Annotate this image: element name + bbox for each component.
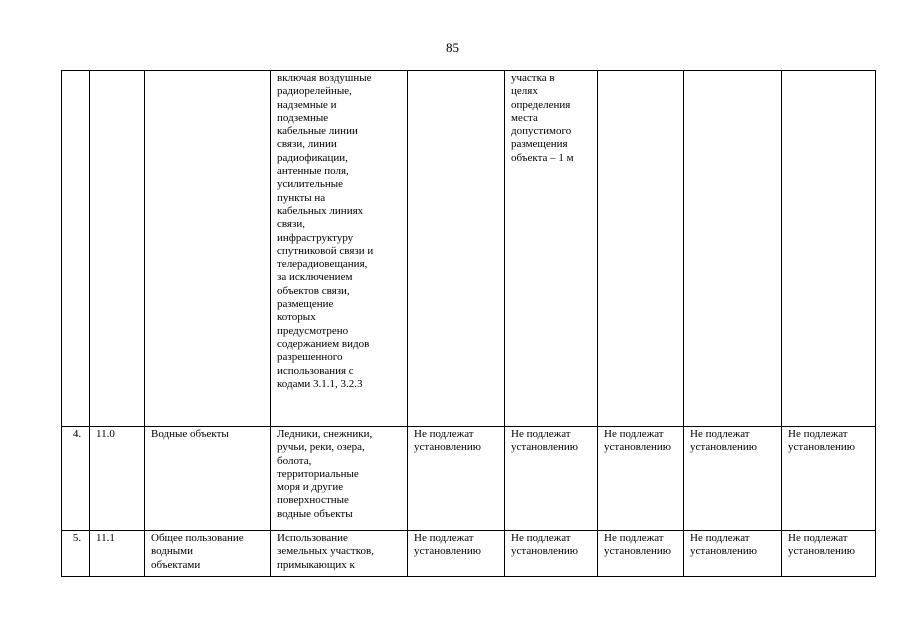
code-cell: 11.1 xyxy=(90,531,145,577)
row-number-cell: 4. xyxy=(62,427,90,531)
parameter-cell: Не подлежат установлению xyxy=(598,531,684,577)
parameter-cell: Не подлежат установлению xyxy=(684,531,782,577)
parameter-cell: Не подлежат установлению xyxy=(505,427,598,531)
parameter-cell xyxy=(598,71,684,427)
parameter-cell xyxy=(408,71,505,427)
parameter-cell: Не подлежат установлению xyxy=(782,531,876,577)
parameter-cell: Не подлежат установлению xyxy=(684,427,782,531)
description-cell: Использование земельных участков, примыкающих к xyxy=(271,531,408,577)
parameter-cell: участка в целях определения места допустимого размещения объекта – 1 м xyxy=(505,71,598,427)
table-row xyxy=(62,71,876,427)
description-cell: включая воздушные радиорелейные, надземные и подземные кабельные линии связи, линии радиофикации, антенные поля, усилительные пункты на кабельных линиях связи, инфраструктуру спутниковой связи и телерадиовещания, за исключением объектов связи, размещение которых предусмотрено содержанием видов разрешенного использования с кодами 3.1.1, 3.2.3 xyxy=(271,71,408,427)
parameter-cell: Не подлежат установлению xyxy=(408,427,505,531)
row-number-cell xyxy=(62,71,90,427)
parameter-cell xyxy=(782,71,876,427)
parameter-cell xyxy=(684,71,782,427)
use-name-cell: Водные объекты xyxy=(145,427,271,531)
parameter-cell: Не подлежат установлению xyxy=(782,427,876,531)
code-cell: 11.0 xyxy=(90,427,145,531)
parameter-cell: Не подлежат установлению xyxy=(408,531,505,577)
table-row xyxy=(62,531,876,577)
row-number-cell: 5. xyxy=(62,531,90,577)
table-row xyxy=(62,427,876,531)
description-cell: Ледники, снежники, ручьи, реки, озера, болота, территориальные моря и другие поверхностные водные объекты xyxy=(271,427,408,531)
code-cell xyxy=(90,71,145,427)
parameter-cell: Не подлежат установлению xyxy=(598,427,684,531)
use-name-cell: Общее пользование водными объектами xyxy=(145,531,271,577)
parameter-cell: Не подлежат установлению xyxy=(505,531,598,577)
page-number: 85 xyxy=(446,40,459,55)
land-use-table xyxy=(61,70,876,577)
use-name-cell xyxy=(145,71,271,427)
